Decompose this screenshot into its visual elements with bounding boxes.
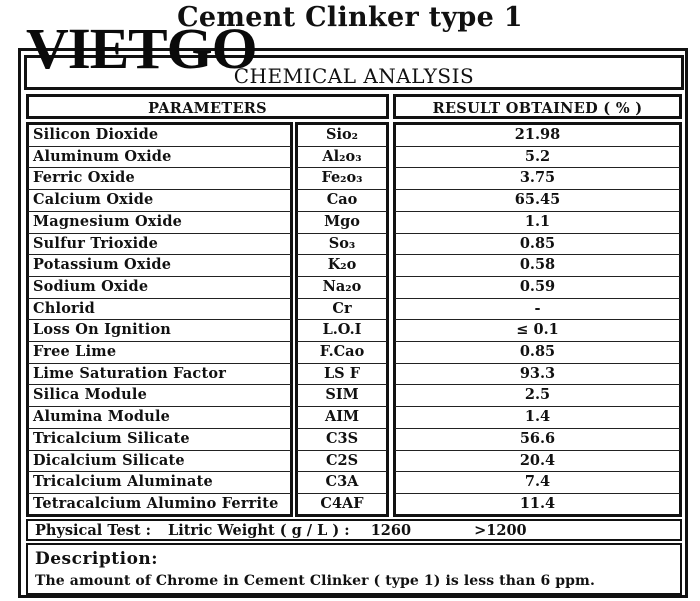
description-text: The amount of Chrome in Cement Clinker ( type 1) is less than 6 ppm. xyxy=(35,573,595,589)
result-value: - xyxy=(534,299,541,317)
parameter-symbol: Na₂o xyxy=(322,277,362,295)
table-row xyxy=(0,341,700,363)
parameter-name: Lime Saturation Factor xyxy=(33,364,227,382)
parameter-symbol: C3S xyxy=(325,429,359,447)
result-value: 93.3 xyxy=(519,364,556,382)
table-row xyxy=(0,211,700,233)
parameters-header xyxy=(26,94,389,119)
physical-test-requirement: >1200 xyxy=(474,522,527,539)
table-row xyxy=(0,384,700,406)
parameter-name: Free Lime xyxy=(33,343,117,360)
parameter-name: Silicon Dioxide xyxy=(33,126,159,143)
physical-test-value: 1260 xyxy=(370,522,412,539)
parameter-name: Tetracalcium Alumino Ferrite xyxy=(33,494,279,512)
parameter-name: Sulfur Trioxide xyxy=(33,234,159,252)
parameter-symbol: Cao xyxy=(326,191,358,209)
result-header-label: RESULT OBTAINED ( % ) xyxy=(432,100,643,117)
parameter-symbol: C3A xyxy=(325,473,359,491)
physical-test-label: Physical Test : xyxy=(35,522,151,539)
result-value: 0.59 xyxy=(519,277,556,295)
physical-test-parameter: Litric Weight ( g / L ) : xyxy=(168,522,350,539)
result-value: 65.45 xyxy=(514,191,561,209)
result-value: 21.98 xyxy=(514,126,561,143)
table-row xyxy=(0,167,700,189)
parameter-symbol: L.O.I xyxy=(322,321,362,339)
result-value: 0.85 xyxy=(519,234,556,252)
table-row xyxy=(0,124,700,146)
table-row xyxy=(0,363,700,385)
parameter-symbol: LS F xyxy=(323,364,360,382)
parameter-symbol: Fe₂o₃ xyxy=(321,169,363,187)
result-value: 20.4 xyxy=(519,451,556,469)
parameter-name: Chlorid xyxy=(33,299,95,317)
parameter-symbol: AIM xyxy=(324,408,360,426)
parameter-symbol: Al₂o₃ xyxy=(322,147,362,165)
parameter-name: Alumina Module xyxy=(33,408,171,426)
parameters-header-label: PARAMETERS xyxy=(148,100,267,117)
parameter-symbol: SIM xyxy=(325,386,359,404)
parameter-symbol: F.Cao xyxy=(319,343,365,360)
table-row xyxy=(0,189,700,211)
parameter-name: Silica Module xyxy=(33,386,148,404)
parameter-name: Tricalcium Aluminate xyxy=(33,473,213,491)
document-title: Cement Clinker type 1 xyxy=(177,2,523,33)
parameter-symbol: C4AF xyxy=(320,494,364,512)
parameter-name: Sodium Oxide xyxy=(33,277,149,295)
parameter-name: Aluminum Oxide xyxy=(33,147,172,165)
table-row xyxy=(0,493,700,515)
result-value: ≤ 0.1 xyxy=(516,321,559,339)
table-row xyxy=(0,450,700,472)
table-row xyxy=(0,233,700,255)
parameter-name: Ferric Oxide xyxy=(33,169,135,187)
result-value: 11.4 xyxy=(519,494,556,512)
parameter-symbol: Sio₂ xyxy=(325,126,358,143)
result-value: 7.4 xyxy=(524,473,551,491)
description-title: Description: xyxy=(35,549,159,569)
result-value: 3.75 xyxy=(519,169,556,187)
parameter-name: Potassium Oxide xyxy=(33,256,172,274)
result-value: 0.85 xyxy=(519,343,556,360)
result-value: 1.4 xyxy=(524,408,551,426)
parameter-symbol: C2S xyxy=(325,451,359,469)
parameter-name: Magnesium Oxide xyxy=(33,212,183,230)
parameter-symbol: Cr xyxy=(332,299,352,317)
parameter-name: Loss On Ignition xyxy=(33,321,172,339)
result-value: 5.2 xyxy=(524,147,551,165)
parameter-name: Tricalcium Silicate xyxy=(33,429,190,447)
table-row xyxy=(0,298,700,320)
result-value: 56.6 xyxy=(519,429,556,447)
parameter-name: Dicalcium Silicate xyxy=(33,451,185,469)
result-value: 0.58 xyxy=(519,256,556,274)
physical-test-row xyxy=(26,519,682,541)
table-row xyxy=(0,146,700,168)
table-row xyxy=(0,319,700,341)
parameter-symbol: So₃ xyxy=(328,234,356,252)
parameter-symbol: Mgo xyxy=(324,212,360,230)
result-value: 2.5 xyxy=(524,386,551,404)
parameter-name: Calcium Oxide xyxy=(33,191,154,209)
parameter-symbol: K₂o xyxy=(327,256,357,274)
result-value: 1.1 xyxy=(524,212,551,230)
table-row xyxy=(0,254,700,276)
watermark-logo: VIETGO xyxy=(26,16,257,81)
table-row xyxy=(0,276,700,298)
description-box xyxy=(26,543,682,595)
table-row xyxy=(0,471,700,493)
result-header xyxy=(393,94,682,119)
section-title: CHEMICAL ANALYSIS xyxy=(233,64,475,88)
table-row xyxy=(0,428,700,450)
table-row xyxy=(0,406,700,428)
physical-test-line xyxy=(35,522,527,539)
